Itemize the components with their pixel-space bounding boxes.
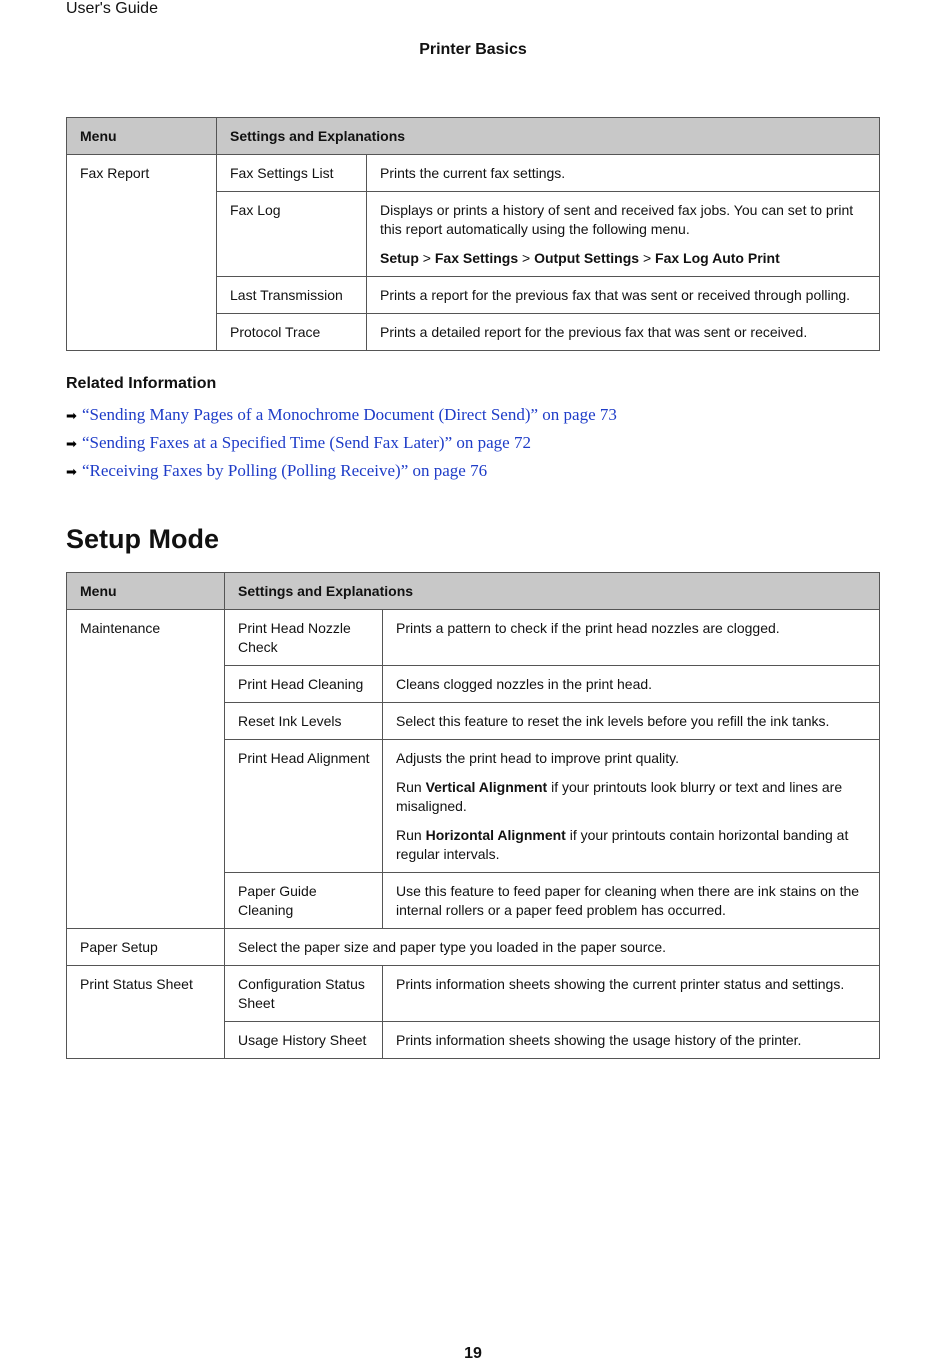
description-cell: Prints a detailed report for the previous fax that was sent or received.	[367, 314, 880, 351]
setting-cell: Print Head Alignment	[225, 740, 383, 873]
menu-cell: Paper Setup	[67, 929, 225, 966]
setting-cell: Protocol Trace	[217, 314, 367, 351]
menu-cell: Maintenance	[67, 610, 225, 929]
description-cell: Cleans clogged nozzles in the print head.	[383, 666, 880, 703]
table-row	[67, 610, 880, 666]
run-text: Run	[396, 779, 426, 795]
menu-path-step: Fax Settings	[434, 250, 519, 266]
related-link-item[interactable]	[66, 432, 617, 460]
description-cell	[383, 740, 880, 873]
table-row	[67, 929, 880, 966]
menu-cell: Print Status Sheet	[67, 966, 225, 1059]
related-link[interactable]: “Sending Faxes at a Specified Time (Send Fax Later)” on page 72	[82, 433, 531, 452]
related-link-item[interactable]	[66, 460, 617, 488]
table-header-row	[67, 573, 880, 610]
related-link-item[interactable]	[66, 404, 617, 432]
related-links-list	[66, 404, 617, 488]
setting-cell: Last Transmission	[217, 277, 367, 314]
description-cell	[367, 192, 880, 277]
setting-cell: Reset Ink Levels	[225, 703, 383, 740]
menu-path-step: Fax Log Auto Print	[655, 250, 780, 266]
menu-path-step: Setup	[380, 250, 419, 266]
description-cell: Select the paper size and paper type you loaded in the paper source.	[225, 929, 880, 966]
related-link[interactable]: “Sending Many Pages of a Monochrome Document (Direct Send)” on page 73	[82, 405, 617, 424]
related-information-title: Related Information	[66, 375, 217, 392]
arrow-right-icon: ➡	[66, 437, 77, 452]
description-text: Adjusts the print head to improve print quality.	[396, 750, 680, 766]
running-title: User's Guide	[66, 0, 158, 17]
horizontal-alignment-text: if your printouts contain horizontal banding at regular intervals.	[396, 827, 849, 862]
column-header-settings: Settings and Explanations	[225, 573, 880, 610]
description-cell: Select this feature to reset the ink levels before you refill the ink tanks.	[383, 703, 880, 740]
description-text	[396, 778, 867, 816]
menu-path-step: Output Settings	[534, 250, 640, 266]
setting-cell: Configuration Status Sheet	[225, 966, 383, 1022]
column-header-menu: Menu	[67, 118, 217, 155]
setting-cell: Paper Guide Cleaning	[225, 873, 383, 929]
section-title: Printer Basics	[419, 41, 527, 58]
table-row	[67, 155, 880, 192]
setup-mode-heading: Setup Mode	[66, 524, 219, 554]
horizontal-alignment-term: Horizontal Alignment	[425, 827, 566, 843]
related-link[interactable]: “Receiving Faxes by Polling (Polling Receive)” on page 76	[82, 461, 488, 480]
arrow-right-icon: ➡	[66, 409, 77, 424]
description-cell: Prints information sheets showing the usage history of the printer.	[383, 1022, 880, 1059]
column-header-menu: Menu	[67, 573, 225, 610]
description-text	[396, 826, 867, 864]
setting-cell: Usage History Sheet	[225, 1022, 383, 1059]
description-text: Displays or prints a history of sent and received fax jobs. You can set to print this report automatically using the following menu.	[380, 202, 854, 237]
table-row	[67, 966, 880, 1022]
page-number: 19	[464, 1345, 482, 1362]
description-cell: Prints information sheets showing the current printer status and settings.	[383, 966, 880, 1022]
vertical-alignment-text: if your printouts look blurry or text and lines are misaligned.	[396, 779, 843, 814]
fax-report-table	[66, 117, 880, 351]
setup-mode-table	[66, 572, 880, 1059]
menu-cell: Fax Report	[67, 155, 217, 351]
description-cell: Use this feature to feed paper for cleaning when there are ink stains on the internal rollers or a paper feed problem has occurred.	[383, 873, 880, 929]
setting-cell: Fax Settings List	[217, 155, 367, 192]
setting-cell: Fax Log	[217, 192, 367, 277]
arrow-right-icon: ➡	[66, 465, 77, 480]
description-cell: Prints the current fax settings.	[367, 155, 880, 192]
menu-path-separator: >	[418, 250, 435, 266]
column-header-settings: Settings and Explanations	[217, 118, 880, 155]
menu-path-separator: >	[518, 250, 535, 266]
description-cell: Prints a pattern to check if the print head nozzles are clogged.	[383, 610, 880, 666]
setting-cell: Print Head Cleaning	[225, 666, 383, 703]
run-text: Run	[396, 827, 426, 843]
setting-cell: Print Head Nozzle Check	[225, 610, 383, 666]
description-cell: Prints a report for the previous fax that was sent or received through polling.	[367, 277, 880, 314]
menu-path-separator: >	[639, 250, 656, 266]
table-header-row	[67, 118, 880, 155]
vertical-alignment-term: Vertical Alignment	[425, 779, 548, 795]
menu-path	[380, 249, 867, 268]
